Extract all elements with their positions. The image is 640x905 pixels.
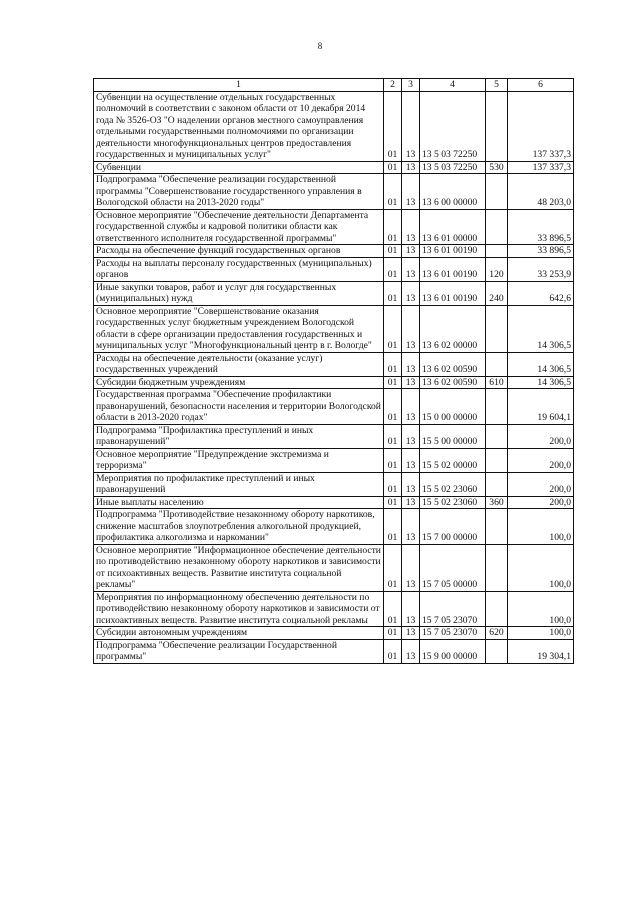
expense-type-cell xyxy=(486,389,508,425)
subsection-code-cell: 13 xyxy=(402,376,420,389)
row-name-cell: Мероприятия по профилактике преступлений и иных правонарушений xyxy=(94,472,384,496)
expense-type-cell xyxy=(486,639,508,663)
amount-cell: 48 203,0 xyxy=(508,174,574,210)
expense-type-cell: 120 xyxy=(486,257,508,281)
target-article-cell: 15 5 02 00000 xyxy=(420,448,486,472)
row-name-cell: Основное мероприятие "Обеспечение деятельности Департамента государственной службы и кадровой политики области как ответственного исполнителя государственной программы" xyxy=(94,209,384,245)
expense-type-cell xyxy=(486,174,508,210)
table-row xyxy=(94,209,574,245)
expense-type-cell xyxy=(486,544,508,591)
section-code-cell: 01 xyxy=(384,281,402,305)
subsection-code-cell: 13 xyxy=(402,627,420,640)
subsection-code-cell: 13 xyxy=(402,352,420,376)
table-row xyxy=(94,245,574,258)
expense-type-cell: 610 xyxy=(486,376,508,389)
column-header: 2 xyxy=(384,79,402,92)
row-name-cell: Расходы на обеспечение деятельности (оказание услуг) государственных учреждений xyxy=(94,352,384,376)
amount-cell: 642,6 xyxy=(508,281,574,305)
table-row xyxy=(94,174,574,210)
page-number: 8 xyxy=(317,41,323,51)
amount-cell: 14 306,5 xyxy=(508,352,574,376)
amount-cell: 19 604,1 xyxy=(508,389,574,425)
subsection-code-cell: 13 xyxy=(402,544,420,591)
amount-cell: 33 253,9 xyxy=(508,257,574,281)
target-article-cell: 15 9 00 00000 xyxy=(420,639,486,663)
amount-cell: 137 337,3 xyxy=(508,161,574,174)
row-name-cell: Мероприятия по информационному обеспечению деятельности по противодействию незаконному обороту наркотиков и зависимости от психоактивных веществ. Развитие института социальной рекламы xyxy=(94,591,384,627)
subsection-code-cell: 13 xyxy=(402,161,420,174)
section-code-cell: 01 xyxy=(384,424,402,448)
section-code-cell: 01 xyxy=(384,305,402,352)
table-row xyxy=(94,424,574,448)
section-code-cell: 01 xyxy=(384,209,402,245)
section-code-cell: 01 xyxy=(384,544,402,591)
table-row xyxy=(94,509,574,545)
table-row xyxy=(94,389,574,425)
amount-cell: 19 304,1 xyxy=(508,639,574,663)
table-row xyxy=(94,496,574,509)
expense-type-cell xyxy=(486,448,508,472)
expense-type-cell xyxy=(486,305,508,352)
row-name-cell: Субсидии бюджетным учреждениям xyxy=(94,376,384,389)
subsection-code-cell: 13 xyxy=(402,245,420,258)
amount-cell: 14 306,5 xyxy=(508,305,574,352)
section-code-cell: 01 xyxy=(384,161,402,174)
target-article-cell: 15 7 00 00000 xyxy=(420,509,486,545)
budget-table xyxy=(93,78,574,664)
section-code-cell: 01 xyxy=(384,472,402,496)
expense-type-cell xyxy=(486,91,508,161)
target-article-cell: 13 6 02 00590 xyxy=(420,376,486,389)
section-code-cell: 01 xyxy=(384,496,402,509)
table-row xyxy=(94,257,574,281)
target-article-cell: 13 6 02 00000 xyxy=(420,305,486,352)
target-article-cell: 15 0 00 00000 xyxy=(420,389,486,425)
column-header: 4 xyxy=(420,79,486,92)
expense-type-cell: 240 xyxy=(486,281,508,305)
target-article-cell: 13 5 03 72250 xyxy=(420,91,486,161)
row-name-cell: Субвенции xyxy=(94,161,384,174)
subsection-code-cell: 13 xyxy=(402,305,420,352)
target-article-cell: 13 6 01 00190 xyxy=(420,245,486,258)
target-article-cell: 13 6 02 00590 xyxy=(420,352,486,376)
column-header: 6 xyxy=(508,79,574,92)
subsection-code-cell: 13 xyxy=(402,509,420,545)
section-code-cell: 01 xyxy=(384,257,402,281)
table-row xyxy=(94,639,574,663)
row-name-cell: Иные закупки товаров, работ и услуг для государственных (муниципальных) нужд xyxy=(94,281,384,305)
table-row xyxy=(94,627,574,640)
expense-type-cell xyxy=(486,352,508,376)
table-row xyxy=(94,376,574,389)
row-name-cell: Подпрограмма "Обеспечение реализации государственной программы "Совершенствование государственного управления в Вологодской области на 2013-2020 годы" xyxy=(94,174,384,210)
subsection-code-cell: 13 xyxy=(402,209,420,245)
subsection-code-cell: 13 xyxy=(402,424,420,448)
expense-type-cell xyxy=(486,209,508,245)
target-article-cell: 13 5 03 72250 xyxy=(420,161,486,174)
target-article-cell: 15 7 05 23070 xyxy=(420,591,486,627)
target-article-cell: 13 6 00 00000 xyxy=(420,174,486,210)
section-code-cell: 01 xyxy=(384,509,402,545)
amount-cell: 100,0 xyxy=(508,544,574,591)
subsection-code-cell: 13 xyxy=(402,591,420,627)
section-code-cell: 01 xyxy=(384,448,402,472)
amount-cell: 100,0 xyxy=(508,627,574,640)
table-row xyxy=(94,448,574,472)
table-row xyxy=(94,305,574,352)
section-code-cell: 01 xyxy=(384,591,402,627)
section-code-cell: 01 xyxy=(384,639,402,663)
amount-cell: 33 896,5 xyxy=(508,245,574,258)
target-article-cell: 15 5 02 23060 xyxy=(420,496,486,509)
amount-cell: 14 306,5 xyxy=(508,376,574,389)
amount-cell: 200,0 xyxy=(508,496,574,509)
subsection-code-cell: 13 xyxy=(402,389,420,425)
column-header: 3 xyxy=(402,79,420,92)
subsection-code-cell: 13 xyxy=(402,281,420,305)
subsection-code-cell: 13 xyxy=(402,448,420,472)
table-row xyxy=(94,544,574,591)
table-row xyxy=(94,352,574,376)
subsection-code-cell: 13 xyxy=(402,496,420,509)
column-header: 5 xyxy=(486,79,508,92)
amount-cell: 33 896,5 xyxy=(508,209,574,245)
expense-type-cell: 620 xyxy=(486,627,508,640)
row-name-cell: Государственная программа "Обеспечение профилактики правонарушений, безопасности населения и территории Вологодской области в 2013-2020 годах" xyxy=(94,389,384,425)
expense-type-cell xyxy=(486,509,508,545)
row-name-cell: Основное мероприятие "Совершенствование оказания государственных услуг бюджетным учреждением Вологодской области в сфере организации предоставления государственных и муниципальных услуг "Многофункциональный центр в г. Вологде" xyxy=(94,305,384,352)
row-name-cell: Основное мероприятие "Предупреждение экстремизма и терроризма" xyxy=(94,448,384,472)
row-name-cell: Подпрограмма "Обеспечение реализации Государственной программы" xyxy=(94,639,384,663)
subsection-code-cell: 13 xyxy=(402,472,420,496)
target-article-cell: 15 7 05 23070 xyxy=(420,627,486,640)
expense-type-cell: 530 xyxy=(486,161,508,174)
target-article-cell: 13 6 01 00190 xyxy=(420,281,486,305)
row-name-cell: Подпрограмма "Профилактика преступлений и иных правонарушений" xyxy=(94,424,384,448)
amount-cell: 100,0 xyxy=(508,509,574,545)
column-header: 1 xyxy=(94,79,384,92)
amount-cell: 200,0 xyxy=(508,472,574,496)
amount-cell: 200,0 xyxy=(508,448,574,472)
expense-type-cell xyxy=(486,591,508,627)
row-name-cell: Субсидии автономным учреждениям xyxy=(94,627,384,640)
expense-type-cell xyxy=(486,245,508,258)
expense-type-cell: 360 xyxy=(486,496,508,509)
section-code-cell: 01 xyxy=(384,389,402,425)
header-row xyxy=(94,79,574,92)
table-row xyxy=(94,161,574,174)
amount-cell: 200,0 xyxy=(508,424,574,448)
table-row xyxy=(94,472,574,496)
subsection-code-cell: 13 xyxy=(402,174,420,210)
section-code-cell: 01 xyxy=(384,245,402,258)
section-code-cell: 01 xyxy=(384,352,402,376)
target-article-cell: 15 5 00 00000 xyxy=(420,424,486,448)
row-name-cell: Подпрограмма "Противодействие незаконному обороту наркотиков, снижение масштабов злоупотребления алкогольной продукцией, профилактика алкоголизма и наркомании" xyxy=(94,509,384,545)
table-row xyxy=(94,591,574,627)
row-name-cell: Основное мероприятие "Информационное обеспечение деятельности по противодействию незаконному обороту наркотиков и зависимости от психоактивных веществ. Развитие института социальной рекламы" xyxy=(94,544,384,591)
subsection-code-cell: 13 xyxy=(402,639,420,663)
target-article-cell: 13 6 01 00000 xyxy=(420,209,486,245)
table-row xyxy=(94,91,574,161)
row-name-cell: Иные выплаты населению xyxy=(94,496,384,509)
section-code-cell: 01 xyxy=(384,376,402,389)
section-code-cell: 01 xyxy=(384,174,402,210)
target-article-cell: 15 7 05 00000 xyxy=(420,544,486,591)
section-code-cell: 01 xyxy=(384,627,402,640)
expense-type-cell xyxy=(486,472,508,496)
subsection-code-cell: 13 xyxy=(402,91,420,161)
row-name-cell: Расходы на выплаты персоналу государственных (муниципальных) органов xyxy=(94,257,384,281)
expense-type-cell xyxy=(486,424,508,448)
table-row xyxy=(94,281,574,305)
row-name-cell: Расходы на обеспечение функций государственных органов xyxy=(94,245,384,258)
subsection-code-cell: 13 xyxy=(402,257,420,281)
amount-cell: 137 337,3 xyxy=(508,91,574,161)
amount-cell: 100,0 xyxy=(508,591,574,627)
row-name-cell: Субвенции на осуществление отдельных государственных полномочий в соответствии с законом области от 10 декабря 2014 года № 3526-ОЗ "О наделении органов местного самоуправления отдельными государственными полномочиями по организации деятельности многофункциональных центров предоставления государственных и муниципальных услуг" xyxy=(94,91,384,161)
target-article-cell: 15 5 02 23060 xyxy=(420,472,486,496)
section-code-cell: 01 xyxy=(384,91,402,161)
target-article-cell: 13 6 01 00190 xyxy=(420,257,486,281)
